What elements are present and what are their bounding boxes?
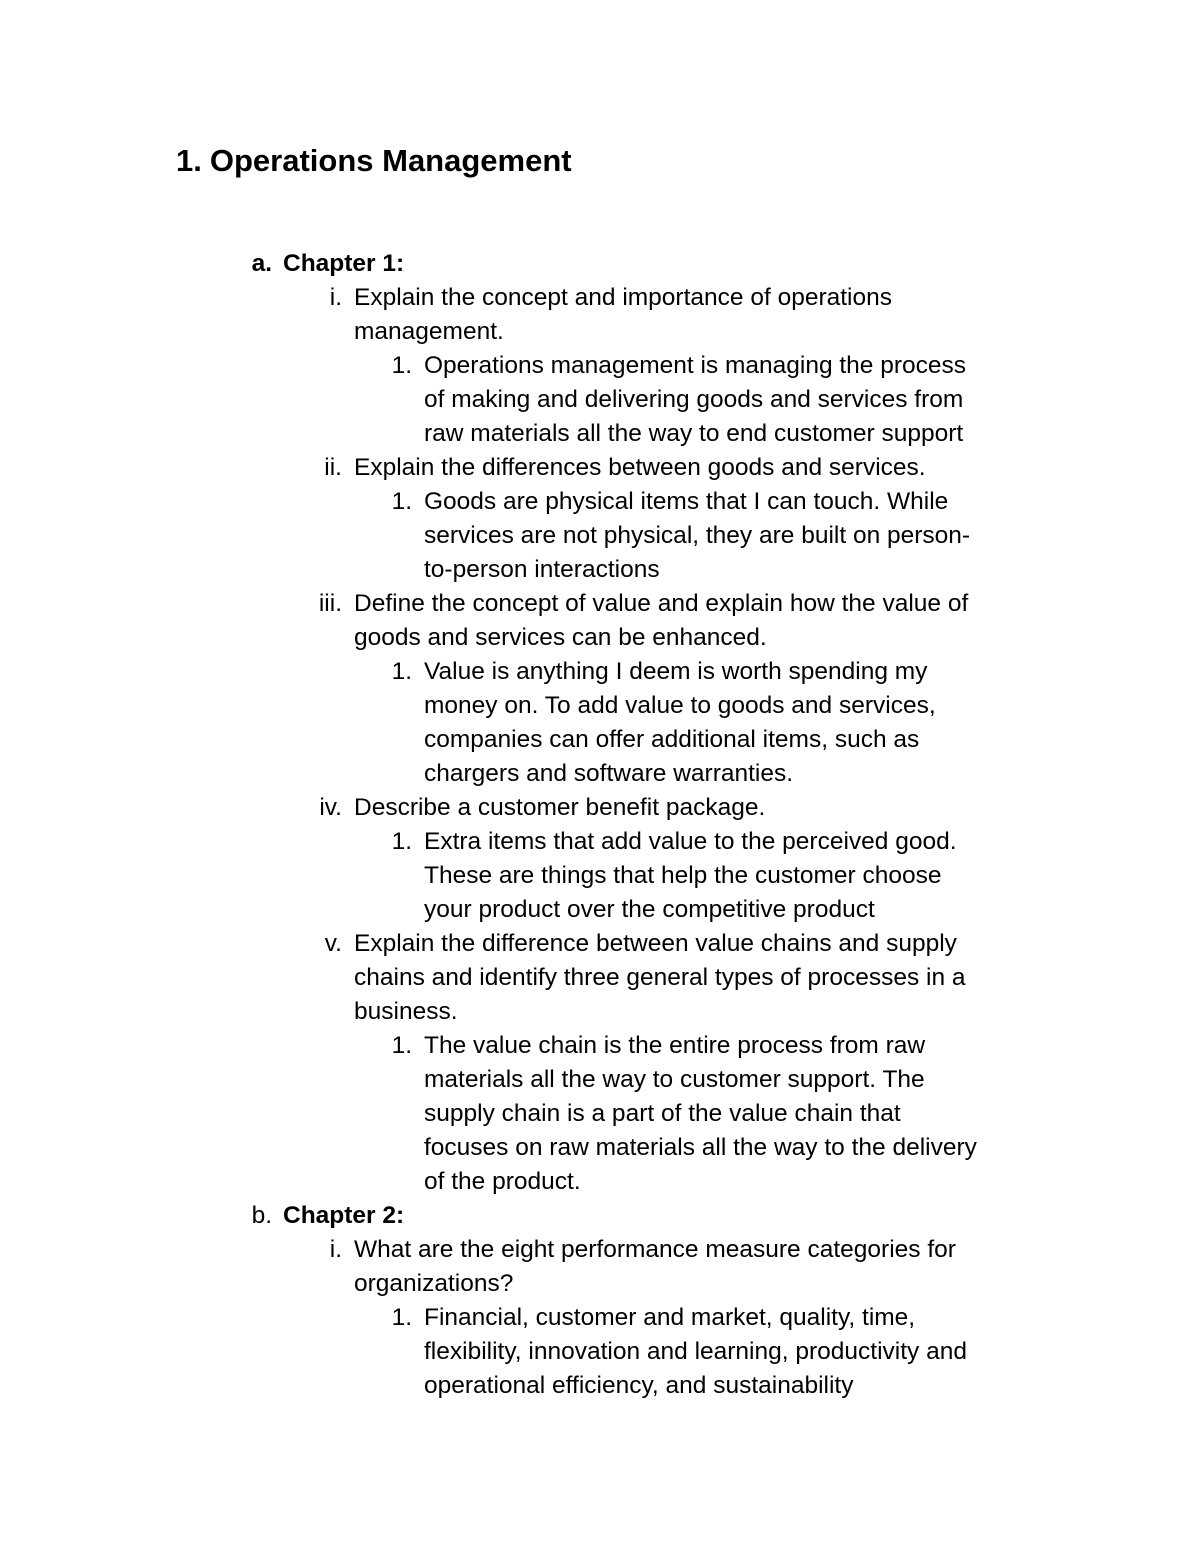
text-line: Explain the concept and importance of operations <box>354 284 892 311</box>
text-line: to-person interactions <box>424 556 660 583</box>
section-marker: b. <box>251 1202 272 1229</box>
question-marker: iii. <box>318 590 342 617</box>
text-line: of the product. <box>424 1168 581 1195</box>
question-item <box>0 587 1200 655</box>
text-line: Value is anything I deem is worth spending my <box>424 658 928 685</box>
text-line: business. <box>354 998 458 1025</box>
question-text <box>354 281 1054 349</box>
text-line: chains and identify three general types of processes in a <box>354 964 966 991</box>
text-line: Operations management is managing the process <box>424 352 967 379</box>
section-title: Chapter 2: <box>283 1202 405 1229</box>
question-item <box>0 927 1200 1029</box>
heading-title: Operations Management <box>209 143 572 178</box>
text-line: flexibility, innovation and learning, productivity and <box>424 1338 967 1365</box>
text-line: What are the eight performance measure categories for <box>354 1236 956 1263</box>
text-line: materials all the way to customer support. The <box>424 1066 925 1093</box>
text-line: organizations? <box>354 1270 514 1297</box>
text-line: Financial, customer and market, quality, time, <box>424 1304 916 1331</box>
text-line: Goods are physical items that I can touch. While <box>424 488 949 515</box>
text-line: operational efficiency, and sustainability <box>424 1372 854 1399</box>
text-line: services are not physical, they are built on person- <box>424 522 971 549</box>
question-item <box>0 451 1200 485</box>
text-line: money on. To add value to goods and services, <box>424 692 936 719</box>
question-marker: i. <box>329 284 342 311</box>
answer-item <box>0 485 1200 587</box>
heading-number: 1. <box>176 143 202 178</box>
text-line: supply chain is a part of the value chain that <box>424 1100 901 1127</box>
question-text <box>354 927 1054 1029</box>
text-line: Explain the differences between goods and services. <box>354 454 926 481</box>
answer-item <box>0 1301 1200 1403</box>
answer-marker: 1. <box>391 1032 412 1059</box>
answer-marker: 1. <box>391 488 412 515</box>
question-item <box>0 281 1200 349</box>
answer-text <box>424 655 1054 791</box>
answer-text <box>424 1301 1054 1403</box>
question-text <box>354 1233 1054 1301</box>
text-line: companies can offer additional items, such as <box>424 726 920 753</box>
question-item <box>0 791 1200 825</box>
text-line: These are things that help the customer choose <box>424 862 942 889</box>
text-line: raw materials all the way to end customer support <box>424 420 964 447</box>
answer-text <box>424 349 1054 451</box>
text-line: focuses on raw materials all the way to the delivery <box>424 1134 977 1161</box>
section-heading <box>0 247 1200 281</box>
answer-text <box>424 1029 1054 1199</box>
answer-marker: 1. <box>391 352 412 379</box>
text-line: The value chain is the entire process from raw <box>424 1032 926 1059</box>
question-marker: ii. <box>324 454 342 481</box>
answer-item <box>0 349 1200 451</box>
outline-list <box>0 247 1200 1403</box>
answer-marker: 1. <box>391 658 412 685</box>
answer-item <box>0 825 1200 927</box>
answer-text <box>424 825 1054 927</box>
answer-item <box>0 1029 1200 1199</box>
text-line: of making and delivering goods and services from <box>424 386 964 413</box>
answer-marker: 1. <box>391 828 412 855</box>
question-marker: i. <box>329 1236 342 1263</box>
text-line: Extra items that add value to the perceived good. <box>424 828 957 855</box>
text-line: Describe a customer benefit package. <box>354 794 766 821</box>
answer-text <box>424 485 1054 587</box>
question-item <box>0 1233 1200 1301</box>
question-text <box>354 791 1054 825</box>
text-line: chargers and software warranties. <box>424 760 794 787</box>
text-line: management. <box>354 318 504 345</box>
answer-item <box>0 655 1200 791</box>
section-heading <box>0 1199 1200 1233</box>
text-line: Explain the difference between value chains and supply <box>354 930 957 957</box>
question-marker: iv. <box>319 794 342 821</box>
section-title: Chapter 1: <box>283 250 405 277</box>
text-line: your product over the competitive product <box>424 896 875 923</box>
section-marker: a. <box>251 250 272 277</box>
question-text <box>354 587 1054 655</box>
page-title <box>176 143 572 179</box>
question-marker: v. <box>324 930 342 957</box>
text-line: goods and services can be enhanced. <box>354 624 767 651</box>
question-text <box>354 451 1054 485</box>
text-line: Define the concept of value and explain how the value of <box>354 590 969 617</box>
answer-marker: 1. <box>391 1304 412 1331</box>
